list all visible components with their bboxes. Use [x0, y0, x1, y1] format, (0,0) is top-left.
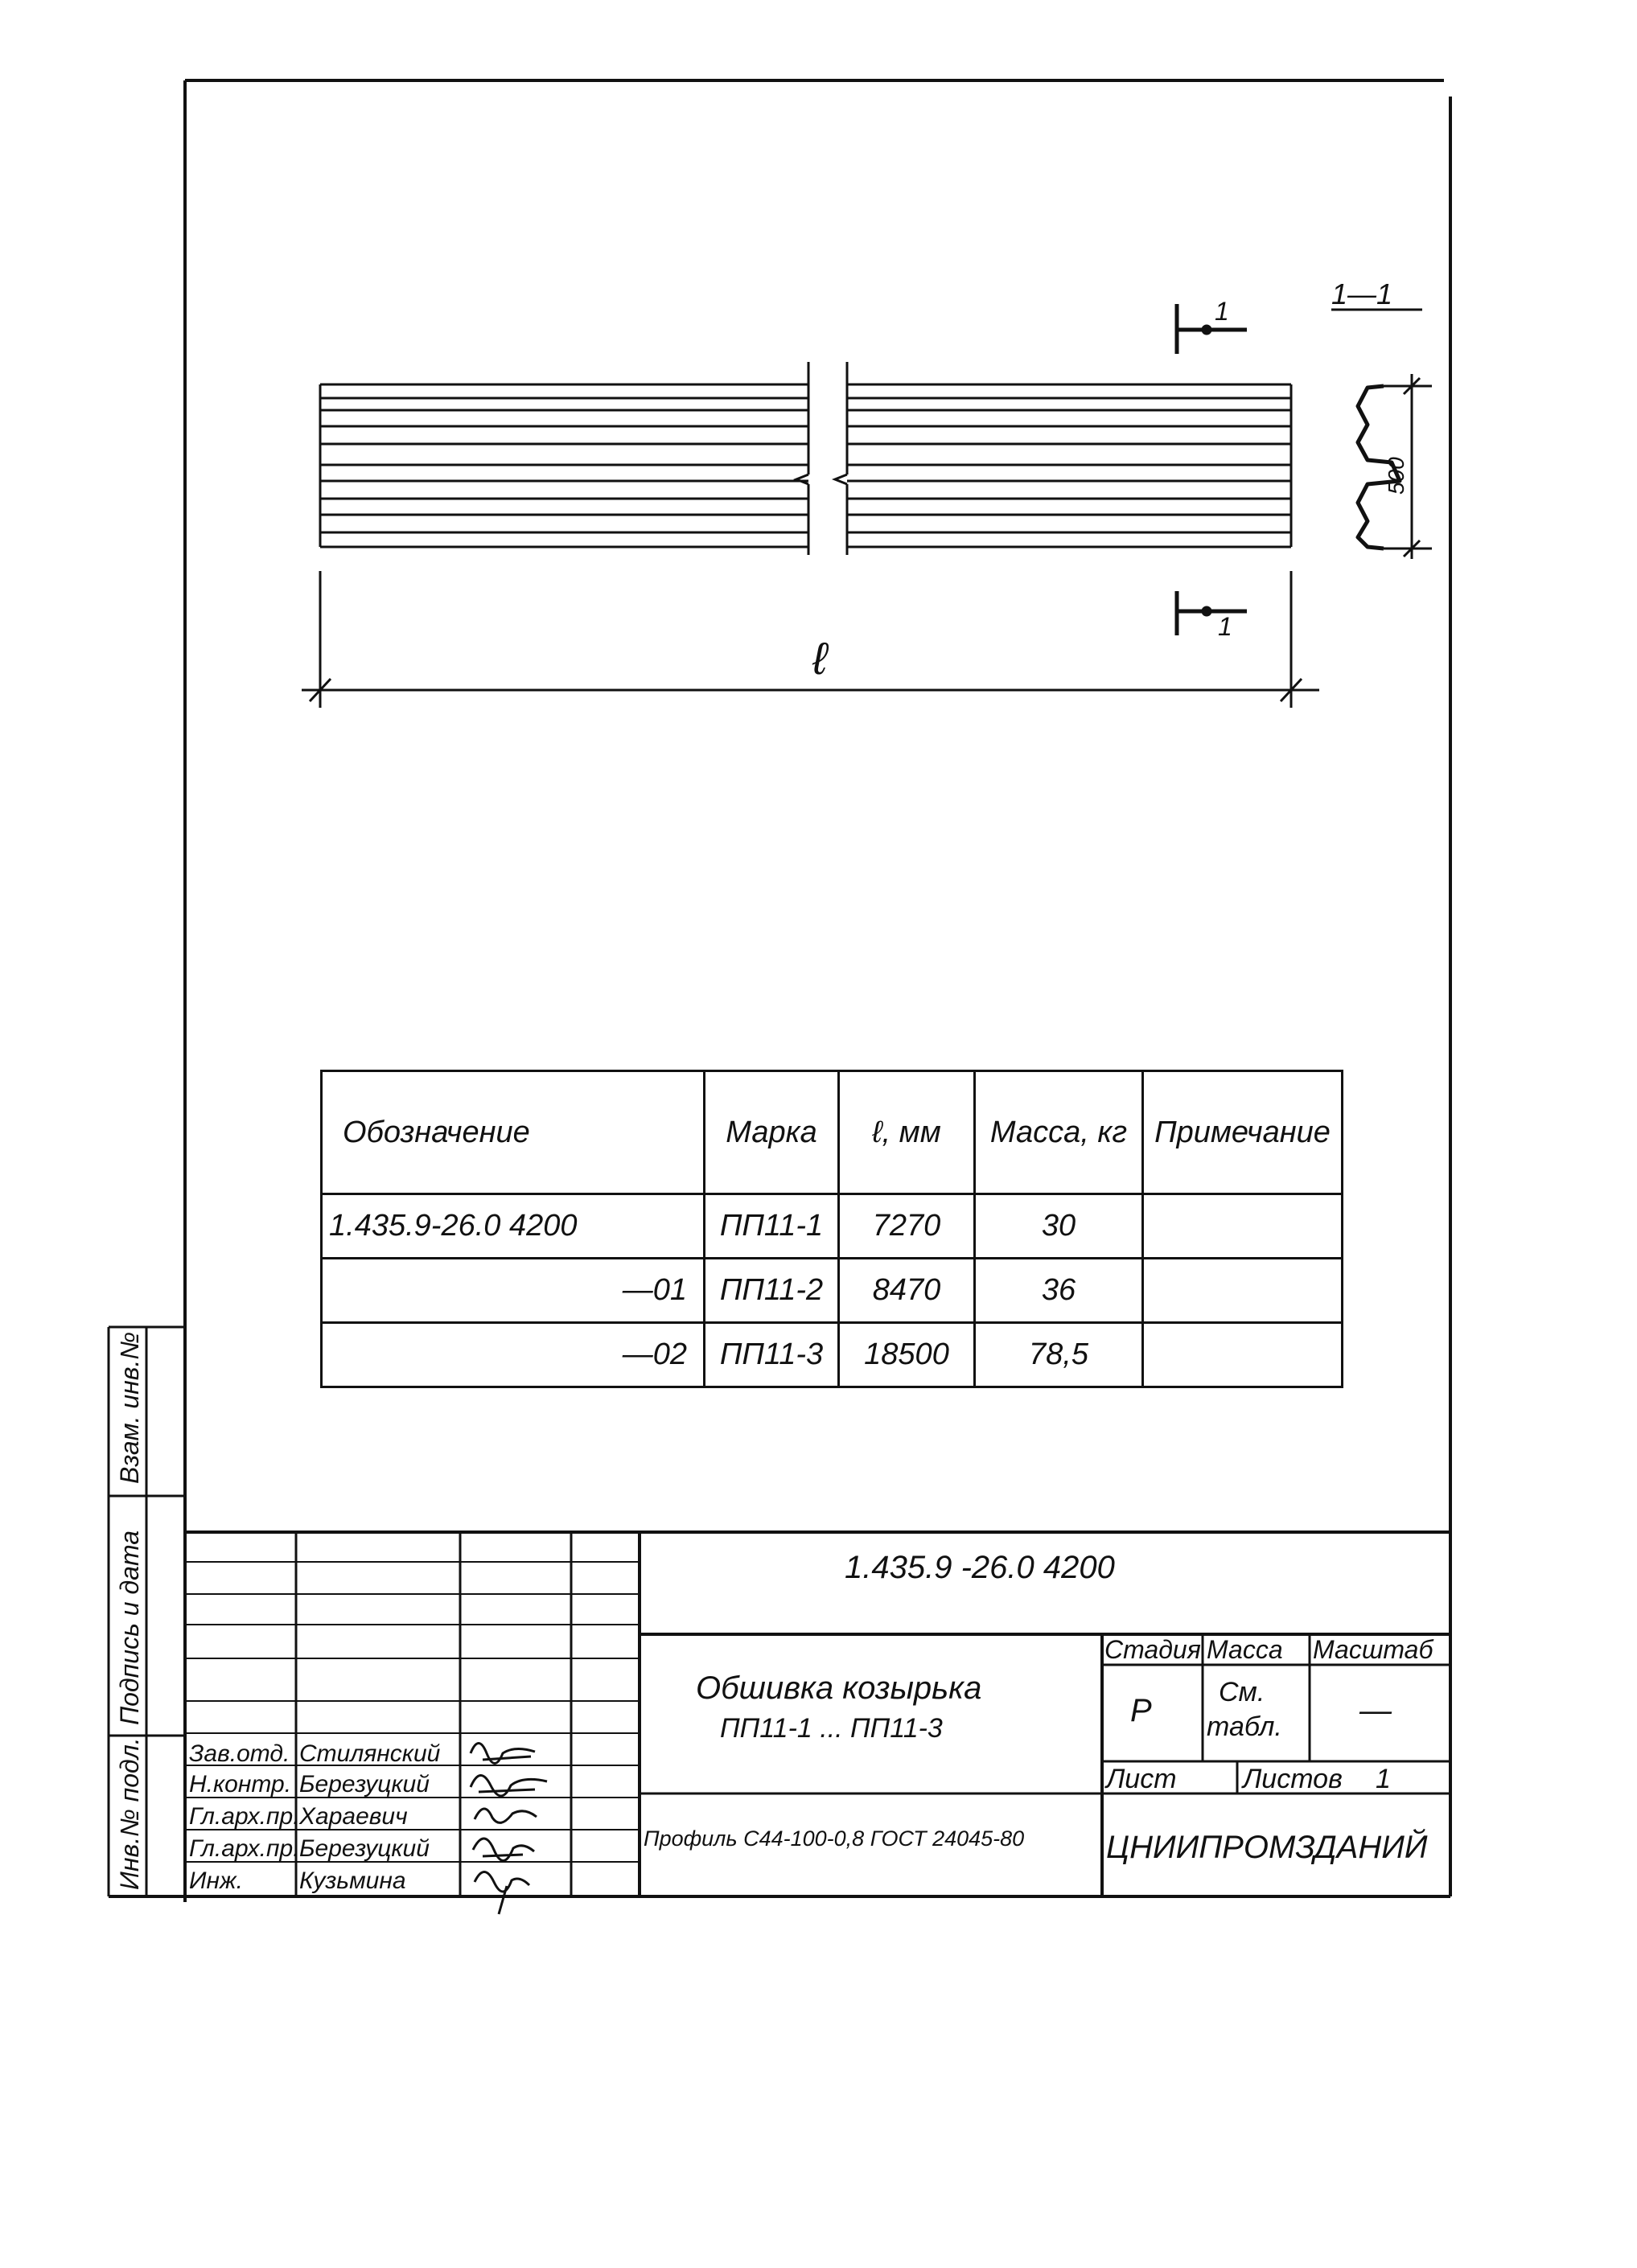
table-header-row: [322, 1071, 1343, 1194]
title-line-1: Обшивка козырька: [696, 1670, 982, 1706]
table-row: [322, 1323, 1343, 1387]
name-3: Хараевич: [299, 1803, 408, 1830]
sheets-value: 1: [1376, 1764, 1391, 1794]
section-mark-bottom: [1177, 591, 1247, 635]
mass-value-line1: См.: [1219, 1677, 1265, 1707]
organization-name: ЦНИИПРОМЗДАНИЙ: [1106, 1830, 1428, 1865]
header-designation: Обозначение: [322, 1071, 705, 1194]
cell-mass: 78,5: [975, 1323, 1143, 1387]
cell-length: 7270: [839, 1194, 975, 1259]
role-5: Инж.: [189, 1867, 243, 1894]
sheet-label: Лист: [1106, 1764, 1177, 1794]
stage-value: Р: [1130, 1693, 1152, 1728]
header-note: Примечание: [1143, 1071, 1343, 1194]
mass-header: Масса: [1207, 1635, 1283, 1664]
role-1: Зав.отд.: [189, 1740, 290, 1767]
side-stamp-inv-original: Инв.№ подл.: [115, 1737, 144, 1890]
name-2: Березуцкий: [299, 1771, 430, 1798]
side-stamp-signature-date: Подпись и дата: [115, 1530, 144, 1725]
cell-length: 8470: [839, 1259, 975, 1323]
length-symbol: ℓ: [812, 633, 828, 684]
scale-value: —: [1359, 1693, 1392, 1728]
cell-designation: 1.435.9-26.0 4200: [322, 1194, 705, 1259]
signature-scribbles: [471, 1744, 547, 1915]
role-3: Гл.арх.пр.: [189, 1803, 300, 1830]
stage-header: Стадия: [1104, 1635, 1201, 1664]
section-mark-top-number: 1: [1215, 297, 1229, 326]
header-mark: Марка: [705, 1071, 839, 1194]
cell-mass: 36: [975, 1259, 1143, 1323]
role-4: Гл.арх.пр.: [189, 1835, 300, 1862]
name-1: Стилянский: [299, 1740, 441, 1767]
section-label: 1—1: [1331, 277, 1393, 310]
name-5: Кузьмина: [299, 1867, 406, 1894]
name-4: Березуцкий: [299, 1835, 430, 1862]
cell-mass: 30: [975, 1194, 1143, 1259]
title-line-2: ПП11-1 ... ПП11-3: [720, 1713, 943, 1744]
material-spec: Профиль С44-100-0,8 ГОСТ 24045-80: [644, 1826, 1025, 1851]
specification-table: [320, 1070, 1343, 1388]
section-mark-top: [1177, 304, 1247, 354]
header-mass: Масса, кг: [975, 1071, 1143, 1194]
header-length: ℓ, мм: [839, 1071, 975, 1194]
cell-note: [1143, 1259, 1343, 1323]
mass-value-line2: табл.: [1207, 1711, 1282, 1742]
table-row: [322, 1194, 1343, 1259]
table-row: [322, 1259, 1343, 1323]
role-2: Н.контр.: [189, 1771, 292, 1798]
sheets-label: Листов: [1243, 1764, 1343, 1794]
length-dimension: [302, 571, 1319, 708]
cell-mark: ПП11-3: [705, 1323, 839, 1387]
cell-mark: ПП11-1: [705, 1194, 839, 1259]
scale-header: Масштаб: [1313, 1635, 1433, 1664]
sheet-plan-view: [320, 362, 1291, 555]
document-code: 1.435.9 -26.0 4200: [845, 1550, 1115, 1585]
cell-designation: —01: [322, 1259, 705, 1323]
section-mark-bottom-number: 1: [1218, 612, 1232, 641]
side-stamp-replacement-inv: Взам. инв.№: [115, 1331, 144, 1484]
cell-mark: ПП11-2: [705, 1259, 839, 1323]
cell-note: [1143, 1194, 1343, 1259]
profile-height-value: 500: [1384, 457, 1409, 495]
cell-designation: —02: [322, 1323, 705, 1387]
cell-note: [1143, 1323, 1343, 1387]
drawing-frame: [109, 80, 1450, 1902]
cell-length: 18500: [839, 1323, 975, 1387]
